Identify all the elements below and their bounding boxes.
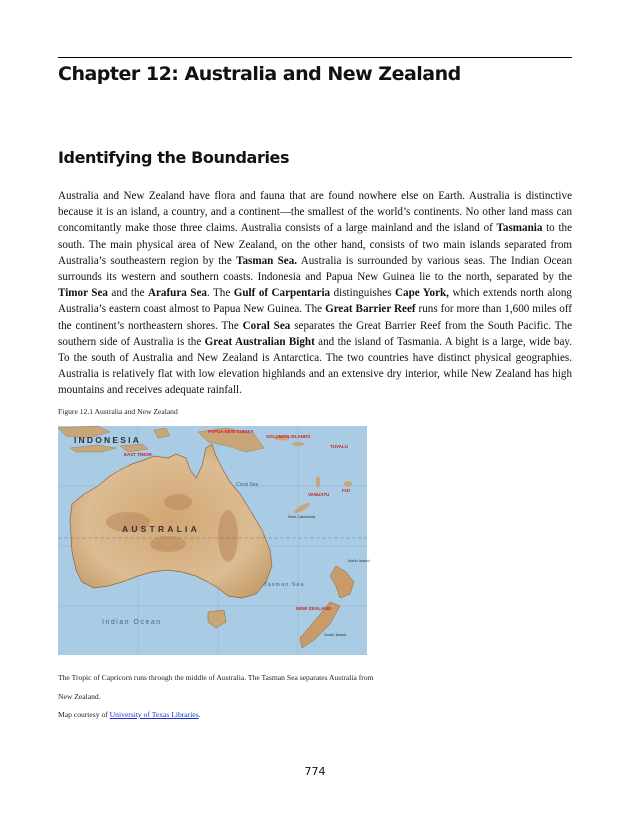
australia-map-figure (58, 426, 370, 655)
term-gulf-of-carpentaria: Gulf of Carpentaria (233, 287, 331, 300)
term-cape-york: Cape York, (395, 287, 449, 300)
paragraph-text: Australia is surrounded by various seas. The Indian Ocean surrounds its western and southern coasts. Indonesia and Papua New Guinea lie to the north, separated by the (58, 254, 572, 284)
paragraph-text: and the island of Tasmania. A bight is a large, wide bay. To the south of Australia and New Zealand is Antarctica. The two countries have distinct physical geographies. Australia is relatively flat with low elevation highlands and an extensive dry interior, while New Zealand has high mountains and receives adequate rainfall. (58, 335, 573, 397)
credit-suffix: . (198, 710, 201, 719)
university-of-texas-libraries-link[interactable]: University of Texas Libraries (109, 710, 199, 719)
paragraph-text: . The (206, 287, 234, 300)
label-north-island: North Island (348, 558, 370, 563)
paragraph-text: distinguishes (330, 287, 396, 300)
label-new-caledonia: New Caledonia (288, 514, 316, 519)
map-credit (58, 710, 201, 719)
paragraph-text: and the (107, 287, 148, 300)
paragraph-text: Australia and New Zealand have flora and fauna that are found nowhere else on Earth. Australia is distinctive because it is an island, a country, and a continent—the smallest of the world’s continents. No other land mass can concomitantly make those three claims. Australia consists of a large mainland and the island of (58, 190, 572, 235)
paragraph-text: runs for more than 1,600 miles off the continent’s northeastern shores. The (58, 303, 572, 332)
label-indonesia: INDONESIA (74, 435, 142, 445)
label-vanuatu: VANUATU (308, 492, 330, 497)
label-australia: AUSTRALIA (122, 524, 200, 534)
top-rule (58, 57, 572, 58)
label-tasman-sea: Tasman Sea (264, 582, 305, 588)
label-east-timor: EAST TIMOR (124, 452, 152, 457)
term-arafura-sea: Arafura Sea (147, 287, 207, 300)
figure-caption: The Tropic of Capricorn runs through the middle of Australia. The Tasman Sea separates Australia from New Zealand. (58, 673, 374, 701)
term-coral-sea: Coral Sea (242, 319, 291, 332)
credit-prefix: Map courtesy of (58, 710, 110, 719)
label-coral-sea: Coral Sea (236, 482, 259, 488)
paragraph-text: which extends north along Australia’s eastern coast almost to Papua New Guinea. The (58, 287, 572, 316)
label-new-zealand: NEW ZEALAND (296, 607, 332, 612)
page-number: 774 (304, 765, 326, 778)
label-indian-ocean: Indian Ocean (102, 619, 162, 626)
label-solomon-islands: SOLOMON ISLANDS (266, 434, 311, 439)
term-tasman-sea: Tasman Sea. (236, 254, 298, 267)
paragraph-text: separates the Great Barrier Reef from the South Pacific. The southern side of Australia is the (58, 319, 572, 348)
body-paragraph (58, 188, 572, 399)
paragraph-text: to the south. The main physical area of New Zealand, on the other hand, consists of two main islands separated from Australia’s southeastern region by the (58, 222, 572, 267)
section-heading: Identifying the Boundaries (58, 148, 290, 167)
term-tasmania: Tasmania (496, 222, 543, 235)
term-timor-sea: Timor Sea (58, 287, 108, 300)
label-south-island: South Island (324, 632, 347, 637)
term-great-australian-bight: Great Australian Bight (204, 335, 315, 348)
term-great-barrier-reef: Great Barrier Reef (325, 303, 416, 316)
label-fiji: FIJI (342, 488, 350, 493)
map-graphic (58, 426, 370, 655)
figure-label: Figure 12.1 Australia and New Zealand (58, 407, 178, 416)
chapter-title: Chapter 12: Australia and New Zealand (58, 63, 461, 85)
label-papua-new-guinea: PAPUA NEW GUINEA (208, 429, 254, 434)
label-tuvalu: TUVALU (330, 444, 348, 449)
